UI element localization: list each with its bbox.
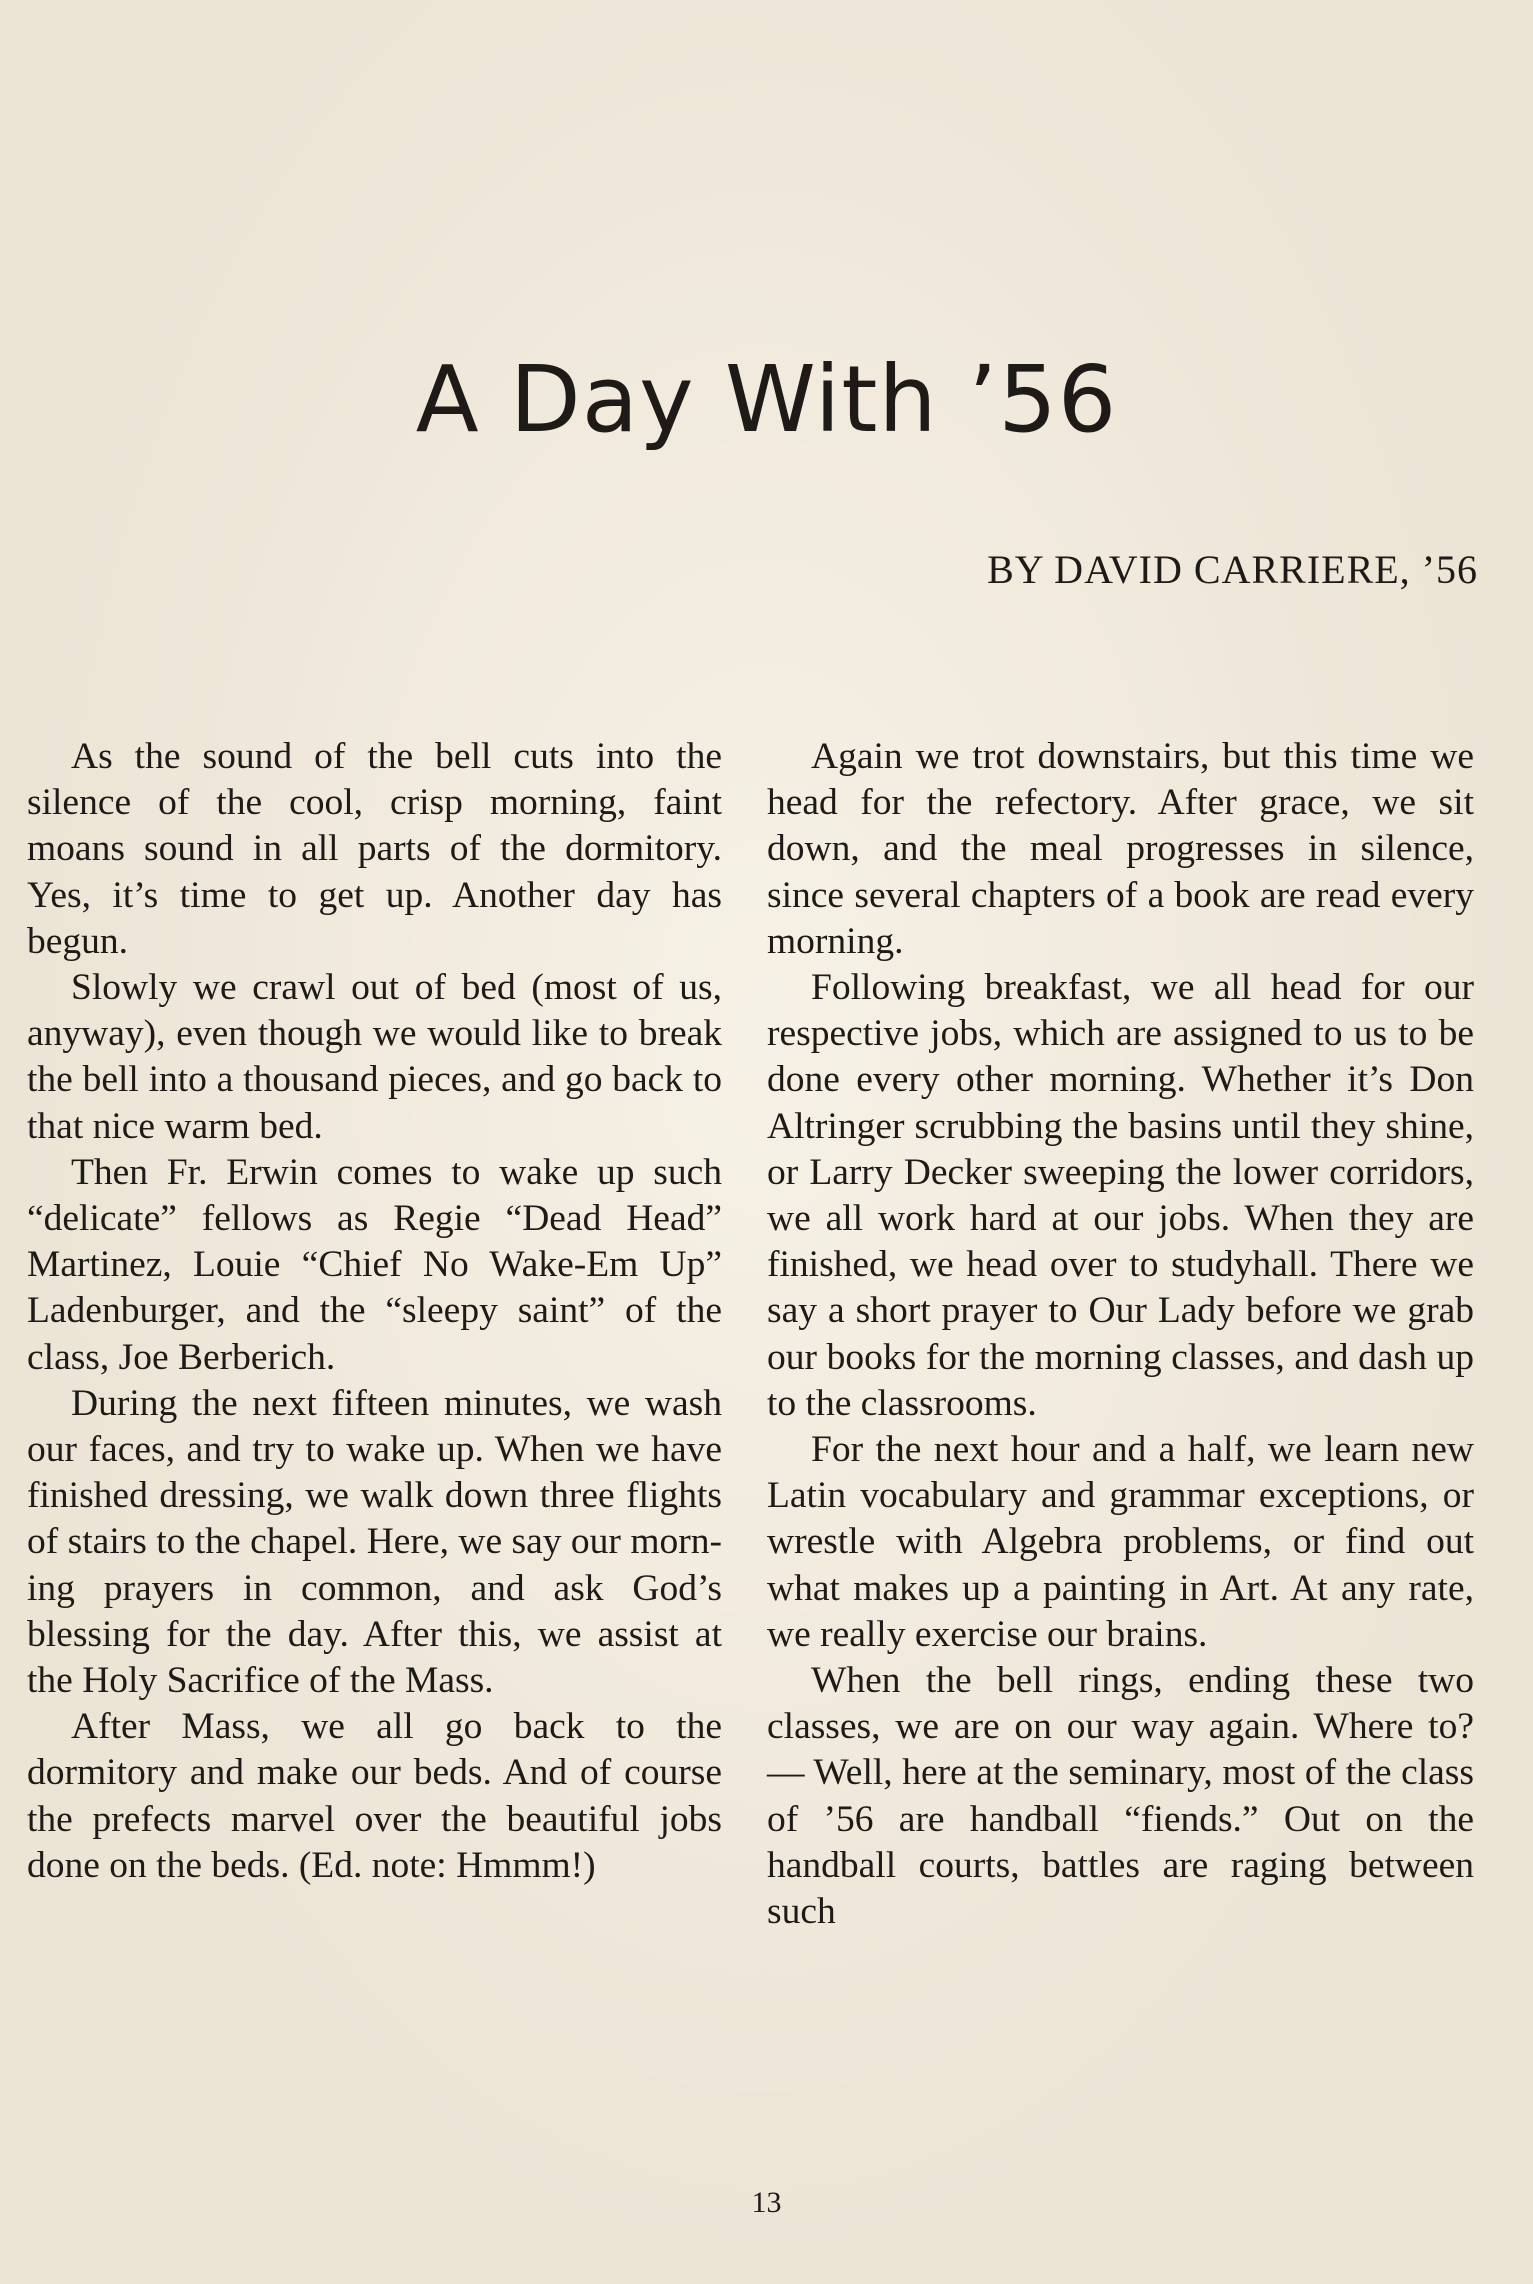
- paragraph: Again we trot downstairs, but this time we head for the refectory. After grace, we sit down, and the meal progresses in silence, since several chapters of a book are read every morning.: [767, 736, 1474, 962]
- paragraph: Slowly we crawl out of bed (most of us, anyway), even though we would like to break the bell into a thousand pieces, and go back to that nice warm bed.: [27, 967, 722, 1147]
- article-title: A Day With ’56: [415, 345, 1118, 453]
- paragraph: During the next fifteen minutes, we wash our faces, and try to wake up. When we have finished dressing, we walk down three flights of stairs to the chapel. Here, we say our morning prayers in common, and ask God’s blessing for the day. After this, we assist at the Holy Sacrifice of the Mass.: [27, 1382, 722, 1702]
- paragraph: As the sound of the bell cuts into the silence of the cool, crisp morning, faint moans sound in all parts of the dormitory. Yes, it’s time to get up. Another day has begun.: [27, 736, 722, 962]
- paragraph: For the next hour and a half, we learn new Latin vocabulary and grammar exceptions, or wrestle with Algebra problems, or find out what makes up a painting in Art. At any rate, we really exercise our brains.: [767, 1429, 1474, 1655]
- paragraph: When the bell rings, ending these two classes, we are on our way again. Where to? — Well, here at the seminary, most of the class of ’56 are handball “fiends.” Out on the handball courts, battles are raging between such: [767, 1660, 1474, 1933]
- paragraph: Following breakfast, we all head for our respective jobs, which are assigned to us to be done every other morning. Whether it’s Don Altringer scrubbing the basins until they shine, or Larry Decker sweeping the lower corridors, we all work hard at our jobs. When they are finished, we head over to studyhall. There we say a short prayer to Our Lady before we grab our books for the morning classes, and dash up to the classrooms.: [767, 967, 1474, 1424]
- right-column: [767, 734, 1474, 1935]
- paragraph: After Mass, we all go back to the dormitory and make our beds. And of course the prefects marvel over the beautiful jobs done on the beds. (Ed. note: Hmmm!): [27, 1706, 722, 1886]
- byline: BY DAVID CARRIERE, ’56: [987, 547, 1478, 592]
- left-column: [27, 734, 722, 1889]
- paragraph: Then Fr. Erwin comes to wake up such “delicate” fellows as Regie “Dead Head” Martinez, Louie “Chief No Wake-Em Up” Ladenburger, and the “sleepy saint” of the class, Joe Berberich.: [27, 1151, 722, 1378]
- page-number: 13: [751, 2186, 782, 2219]
